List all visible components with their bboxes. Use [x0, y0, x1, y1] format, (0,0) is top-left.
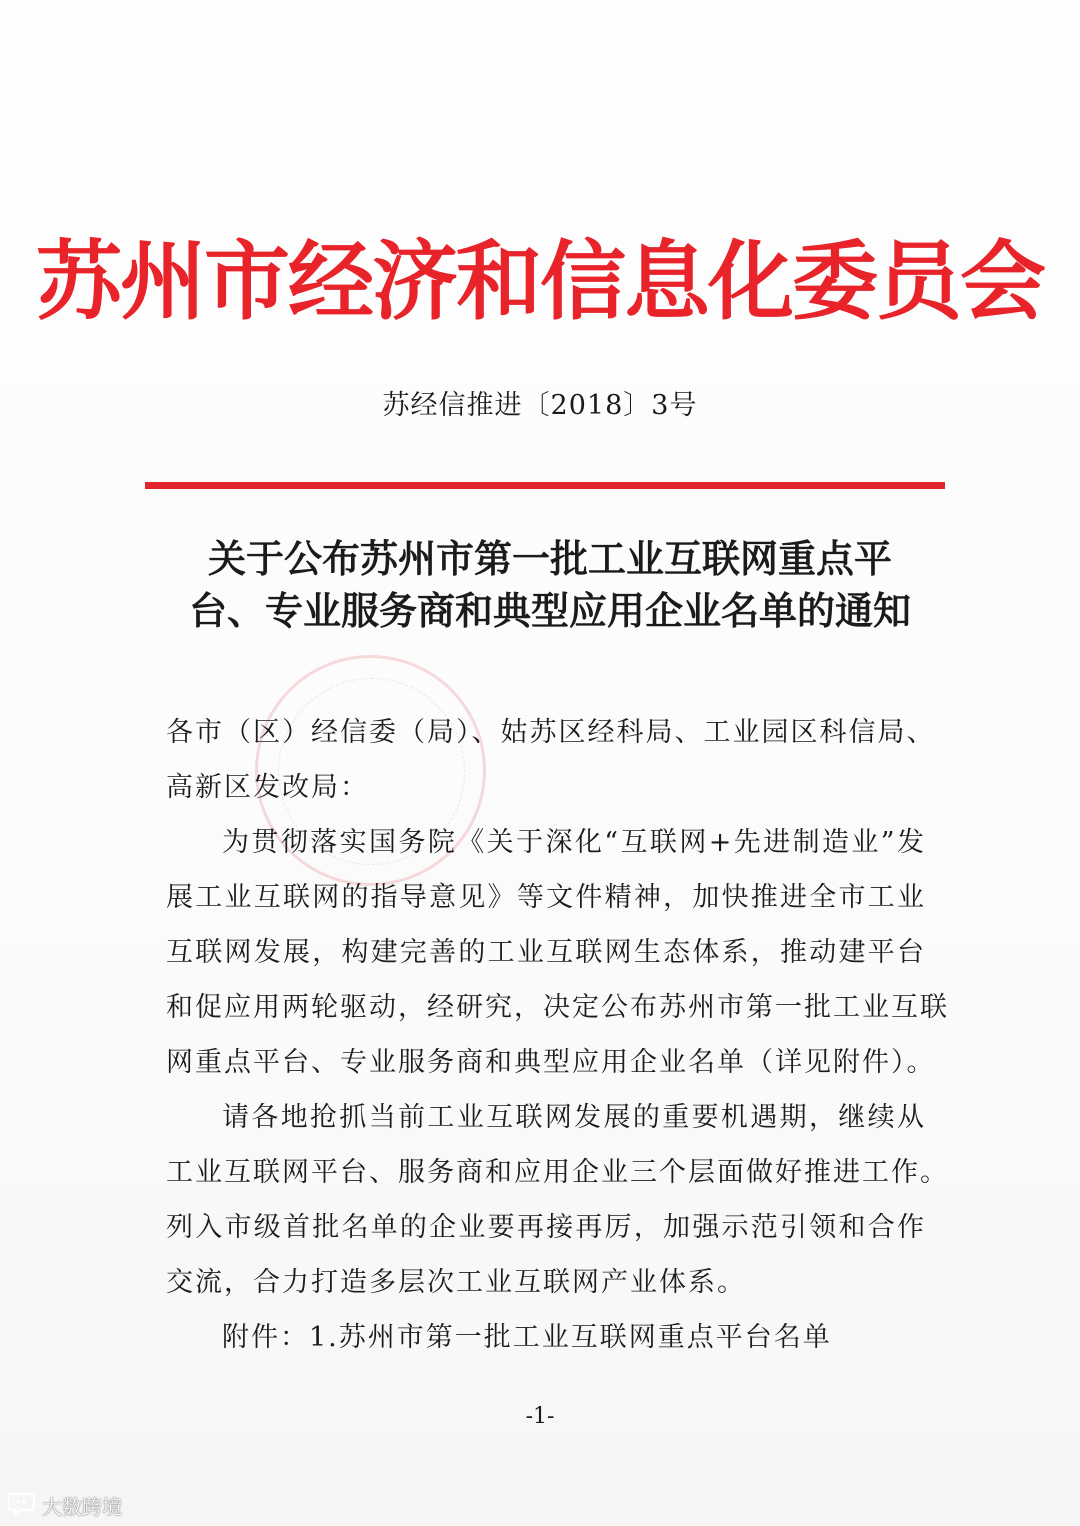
document-number: 苏经信推进〔2018〕3号 [382, 390, 698, 421]
body-line: 各市（区）经信委（局）、姑苏区经科局、工业园区科信局、 [166, 717, 936, 748]
red-divider-line [145, 482, 945, 489]
body-line: 网重点平台、专业服务商和典型应用企业名单（详见附件）。 [166, 1047, 936, 1078]
body-line: 展工业互联网的指导意见》等文件精神，加快推进全市工业 [166, 882, 926, 913]
speech-bubble-icon [8, 1491, 42, 1520]
notice-body [166, 705, 949, 1365]
watermark [8, 1490, 122, 1520]
body-line: 列入市级首批名单的企业要再接再厉，加强示范引领和合作 [166, 1212, 926, 1243]
body-line: 高新区发改局： [166, 772, 369, 803]
attachment-line: 附件：1.苏州市第一批工业互联网重点平台名单 [222, 1322, 832, 1353]
body-line: 请各地抢抓当前工业互联网发展的重要机遇期，继续从 [222, 1102, 926, 1133]
body-line: 互联网发展，构建完善的工业互联网生态体系，推动建平台 [166, 937, 926, 968]
notice-title [160, 533, 940, 637]
notice-title-line-2: 台、专业服务商和典型应用企业名单的通知 [188, 588, 911, 633]
body-line: 交流，合力打造多层次工业互联网产业体系。 [166, 1267, 746, 1298]
body-line: 和促应用两轮驱动，经研究，决定公布苏州市第一批工业互联 [166, 992, 949, 1023]
page-number: -1- [525, 1404, 555, 1429]
body-line: 为贯彻落实国务院《关于深化“互联网+先进制造业”发 [222, 827, 926, 858]
body-line: 工业互联网平台、服务商和应用企业三个层面做好推进工作。 [166, 1157, 949, 1188]
notice-title-line-1: 关于公布苏州市第一批工业互联网重点平 [207, 536, 892, 581]
agency-header: 苏州市经济和信息化委员会 [36, 231, 1044, 332]
watermark-text: 大数跨境 [42, 1494, 122, 1519]
